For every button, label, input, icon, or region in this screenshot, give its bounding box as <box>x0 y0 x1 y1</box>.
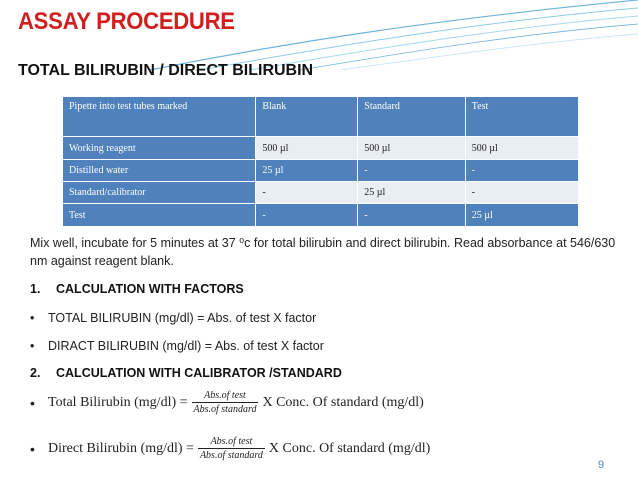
fraction-denominator: Abs.of standard <box>199 450 263 461</box>
table-cell: - <box>358 204 466 227</box>
bullet-item <box>30 339 324 353</box>
table-header-cell: Test <box>465 97 578 137</box>
table-row <box>63 160 579 182</box>
table-header-row <box>63 97 579 137</box>
table-row <box>63 137 579 160</box>
formula-total-bilirubin <box>30 390 424 415</box>
formula-direct-bilirubin <box>30 436 430 461</box>
formula-right: X Conc. Of standard (mg/dl) <box>268 440 431 456</box>
section-number: 2. <box>30 366 41 380</box>
formula-left: Total Bilirubin (mg/dl) = <box>48 394 188 410</box>
page-number: 9 <box>598 459 605 471</box>
fraction-numerator: Abs.of test <box>210 436 253 447</box>
slide-title: ASSAY PROCEDURE <box>18 8 235 35</box>
section-label: CALCULATION WITH CALIBRATOR /STANDARD <box>56 366 342 380</box>
table-row <box>63 182 579 204</box>
bullet-text: DIRACT BILIRUBIN (mg/dl) = Abs. of test X factor <box>48 339 324 353</box>
table-cell: 25 µl <box>465 204 578 227</box>
table-header-cell: Standard <box>358 97 466 137</box>
table-cell: - <box>358 160 466 182</box>
bullet-icon: • <box>30 311 35 325</box>
bullet-icon: • <box>30 339 35 353</box>
table-row <box>63 204 579 227</box>
table-header-cell: Pipette into test tubes marked <box>63 97 256 137</box>
table-cell: Distilled water <box>63 160 256 182</box>
table-cell: 25 µl <box>358 182 466 204</box>
bullet-item <box>30 311 316 325</box>
table-cell: - <box>256 204 358 227</box>
section-label: CALCULATION WITH FACTORS <box>56 282 244 296</box>
section-heading-calibrator <box>30 366 342 380</box>
table-cell: 500 µl <box>256 137 358 160</box>
table-cell: - <box>256 182 358 204</box>
table-cell: 500 µl <box>358 137 466 160</box>
bullet-icon: • <box>30 440 35 457</box>
bullet-icon: • <box>30 394 35 411</box>
section-heading-factors <box>30 282 244 296</box>
bullet-text: TOTAL BILIRUBIN (mg/dl) = Abs. of test X factor <box>48 311 317 325</box>
fraction-denominator: Abs.of standard <box>193 404 257 415</box>
table-cell: 500 µl <box>465 137 578 160</box>
table-cell: Test <box>63 204 256 227</box>
formula-left: Direct Bilirubin (mg/dl) = <box>48 440 194 456</box>
table-cell: - <box>465 160 578 182</box>
fraction-numerator: Abs.of test <box>204 390 246 401</box>
table-cell: - <box>465 182 578 204</box>
pipetting-table <box>62 96 579 227</box>
table-cell: Standard/calibrator <box>63 182 256 204</box>
formula-fraction <box>192 390 259 415</box>
table-cell: 25 µl <box>256 160 358 182</box>
procedure-paragraph: Mix well, incubate for 5 minutes at 37 ⁰c for total bilirubin and direct bilirubin. Read absorbance at 546/630 nm against reagent blank. <box>30 236 616 268</box>
table-cell: Working reagent <box>63 137 256 160</box>
formula-fraction <box>198 436 265 461</box>
section-number: 1. <box>30 282 41 296</box>
table-header-cell: Blank <box>256 97 358 137</box>
formula-right: X Conc. Of standard (mg/dl) <box>262 394 424 410</box>
slide-subtitle: TOTAL BILIRUBIN / DIRECT BILIRUBIN <box>18 62 314 79</box>
